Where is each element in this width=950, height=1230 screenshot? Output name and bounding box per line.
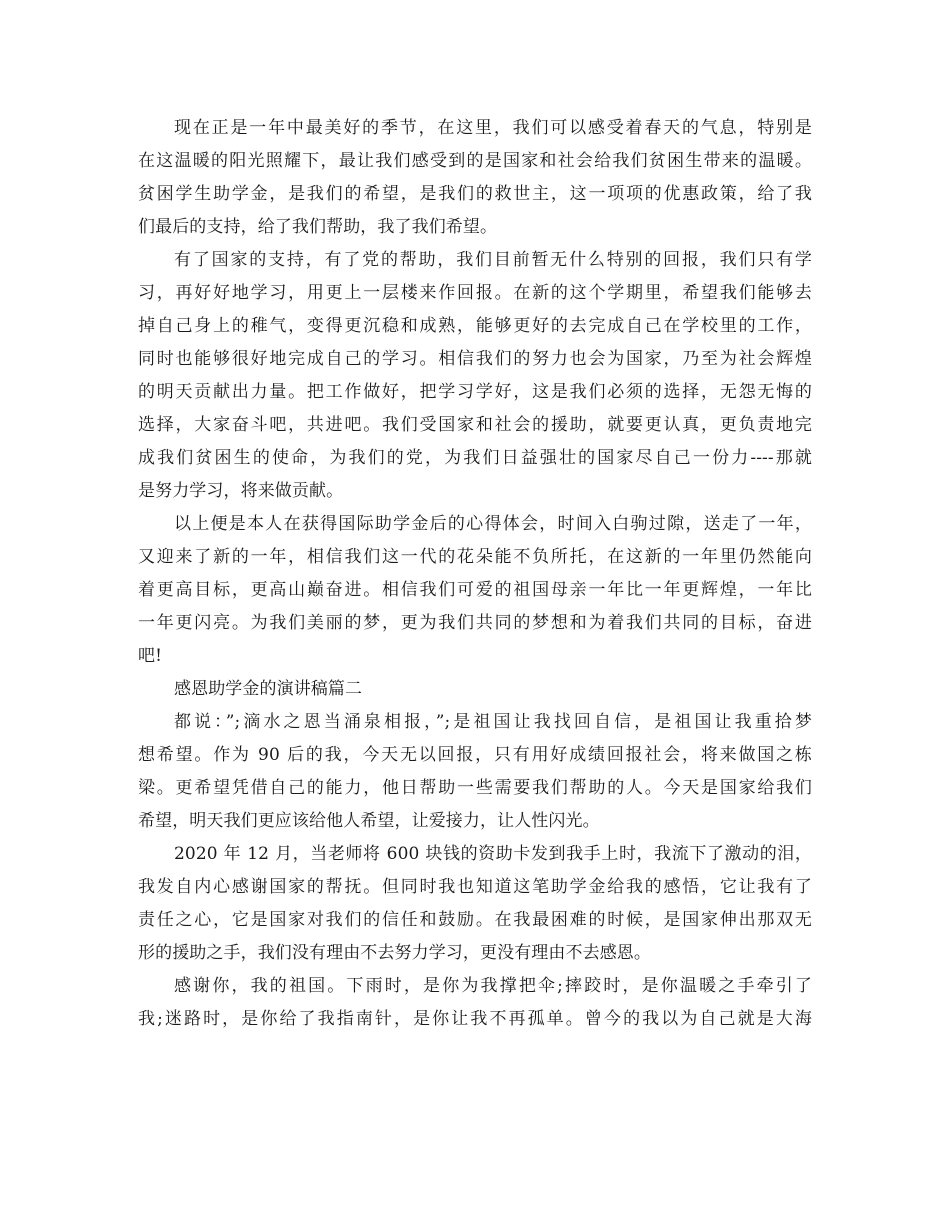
paragraph-line: 有了国家的支持，有了党的帮助，我们目前暂无什么特别的回报，我们只有学: [174, 250, 812, 270]
paragraph-line: 又迎来了新的一年，相信我们这一代的花朵能不负所托，在这新的一年里仍然能向: [138, 547, 812, 567]
paragraph-line: 贫困学生助学金，是我们的希望，是我们的救世主，这一项项的优惠政策，给了我: [138, 184, 812, 204]
paragraph-line: 我发自内心感谢国家的帮抚。但同时我也知道这笔助学金给我的感悟，它让我有了: [138, 877, 812, 897]
paragraph-line: 都说：”;滴水之恩当涌泉相报，”;是祖国让我找回自信，是祖国让我重拾梦: [174, 712, 812, 732]
paragraph-line: 的明天贡献出力量。把工作做好，把学习学好，这是我们必须的选择，无怨无悔的: [138, 382, 812, 402]
paragraph-line: 责任之心，它是国家对我们的信任和鼓励。在我最困难的时候，是国家伸出那双无: [138, 910, 812, 930]
paragraph-line: 现在正是一年中最美好的季节，在这里，我们可以感受着春天的气息，特别是: [174, 118, 812, 138]
paragraph-line: 在这温暖的阳光照耀下，最让我们感受到的是国家和社会给我们贫困生带来的温暖。: [138, 151, 812, 171]
paragraph-line: 着更高目标，更高山巅奋进。相信我们可爱的祖国母亲一年比一年更辉煌，一年比: [138, 580, 812, 600]
paragraph-line: 同时也能够很好地完成自己的学习。相信我们的努力也会为国家，乃至为社会辉煌: [138, 349, 812, 369]
paragraph-line: 选择，大家奋斗吧，共进吧。我们受国家和社会的援助，就要更认真，更负责地完: [138, 415, 812, 435]
paragraph-line: 2020 年 12 月，当老师将 600 块钱的资助卡发到我手上时，我流下了激动的泪，: [174, 844, 812, 864]
paragraph-line: 我;迷路时，是你给了我指南针，是你让我不再孤单。曾今的我以为自己就是大海: [138, 1009, 812, 1029]
paragraph-line: 习，再好好地学习，用更上一层楼来作回报。在新的这个学期里，希望我们能够去: [138, 283, 812, 303]
paragraph-line: 以上便是本人在获得国际助学金后的心得体会，时间入白驹过隙，送走了一年，: [174, 514, 812, 534]
paragraph-line: 感谢你，我的祖国。下雨时，是你为我撑把伞;摔跤时，是你温暖之手牵引了: [174, 976, 812, 996]
paragraph-line: 希望，明天我们更应该给他人希望，让爱接力，让人性闪光。: [138, 811, 600, 831]
paragraph-line: 吧!: [138, 646, 163, 666]
paragraph-line: 一年更闪亮。为我们美丽的梦，更为我们共同的梦想和为着我们共同的目标，奋进: [138, 613, 812, 633]
paragraph-line: 形的援助之手，我们没有理由不去努力学习，更没有理由不去感恩。: [138, 943, 651, 963]
paragraph-line: 们最后的支持，给了我们帮助，我了我们希望。: [138, 217, 498, 237]
section-heading: 感恩助学金的演讲稿篇二: [174, 679, 363, 699]
paragraph-line: 成我们贫困生的使命，为我们的党，为我们日益强壮的国家尽自己一份力----那就: [138, 448, 812, 468]
paragraph-line: 想希望。作为 90 后的我，今天无以回报，只有用好成绩回报社会，将来做国之栋: [138, 745, 812, 765]
paragraph-line: 梁。更希望凭借自己的能力，他日帮助一些需要我们帮助的人。今天是国家给我们: [138, 778, 812, 798]
paragraph-line: 掉自己身上的稚气，变得更沉稳和成熟，能够更好的去完成自己在学校里的工作，: [138, 316, 812, 336]
paragraph-line: 是努力学习，将来做贡献。: [138, 481, 344, 501]
